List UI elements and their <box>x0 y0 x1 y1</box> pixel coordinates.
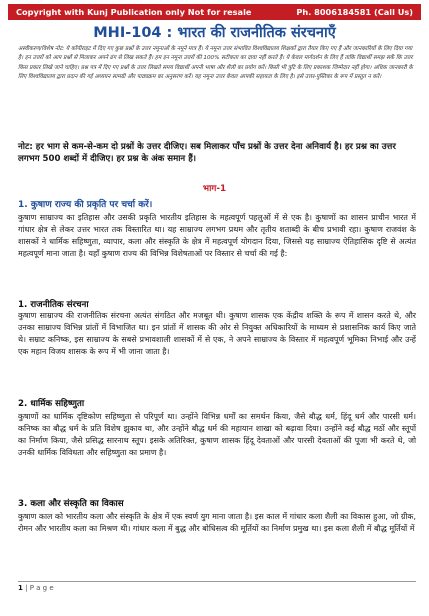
section-heading-religious: 2. धार्मिक सहिष्णुता <box>18 399 85 409</box>
page-title: MHI-104 : भारत की राजनीतिक संरचनाएँ <box>93 25 336 41</box>
section-text-political: कुषाण साम्राज्य की राजनीतिक संरचना अत्यंत संगठित और मजबूत थी। कुषाण शासक एक केंद्रीय शक्ति के रूप में शासन करते थे, और उनका साम्राज्य विभिन्न प्रांतों में विभाजित था। इन प्रांतों में शासक की ओर से नियुक्त अधिकारियों के माध्यम से प्रशासनिक कार्य किए जाते थे। सम्राट कनिष्क, इस साम्राज्य के सबसे प्रभावशाली शासकों में से एक, ने अपने साम्राज्य के विस्तार में महत्वपूर्ण भूमिका निभाई और उन्हें एक महान विजय शासक के रूप में भी जाना जाता है। <box>18 311 416 357</box>
section-heading-art: 3. कला और संस्कृति का विकास <box>18 499 124 509</box>
copyright-text: Copyright with Kunj Publication only Not for resale <box>16 7 252 17</box>
disclaimer-text: अस्वीकरण/विशेष नोट: ये कॉपीराइट में दिए गए कुछ प्रश्नों के उत्तर नमूनाओं के नमूने मात्र हैं। ये नमूना उत्तर संभावित विश्वविद्यालय शिक्षकों द्वारा तैयार किए गए हैं और जानकारियों के लिए दिया गया है। इन उत्तरों को आप प्रश्नों से मिलाकर अपने ढंग से लिख सकते हैं। हम इन नमूना उत्तरों की 100% सटीकता का दावा नहीं करते हैं। ये केवल मार्गदर्शन के लिए हैं ताकि विद्यार्थी समझ सकें कि उत्तर किस प्रकार लिखे जाने चाहिए। प्रश्न पत्र में दिए गए प्रश्नों के उत्तर लिखते समय विद्यार्थी अपनी भाषा और शैली का प्रयोग करें। किसी भी त्रुटि के लिए प्रकाशक जिम्मेदार नहीं होगा। अधिक जानकारी के लिए विश्वविद्यालय द्वारा प्रदान की गई अध्ययन सामग्री और पाठ्यक्रम का अनुसरण करें। यह नमूना उत्तर केवल आपकी सहायता के लिए है। इसे उत्तर-पुस्तिका के रूप में प्रस्तुत न करें। <box>18 46 413 80</box>
copyright-banner <box>8 4 421 20</box>
section-text-religious: कुषाणों का धार्मिक दृष्टिकोण सहिष्णुता से परिपूर्ण था। उन्होंने विभिन्न धर्मों का समर्थन किया, जैसे बौद्ध धर्म, हिंदू धर्म और पारसी धर्म। कनिष्क का बौद्ध धर्म के प्रति विशेष झुकाव था, और उन्होंने बौद्ध धर्म की महायान शाखा को बढ़ावा दिया। उन्होंने कई बौद्ध मठों और स्तूपों का निर्माण किया, जैसे प्रसिद्ध सारनाथ स्तूप। इसके अतिरिक्त, कुषाण शासक हिंदू देवताओं और पारसी देवताओं की पूजा भी करते थे, जो उनकी धार्मिक विविधता और सहिष्णुता का प्रमाण है। <box>18 412 416 458</box>
page-footer: 1 | P a g e <box>18 584 54 592</box>
exam-instructions-note: नोट: हर भाग से कम-से-कम दो प्रश्नों के उत्तर दीजिए। सब मिलाकर पाँच प्रश्नों के उत्तर देना अनिवार्य है। हर प्रश्न का उत्तर लगभग 500 शब्दों में दीजिए। हर प्रश्न के अंक समान हैं। <box>18 142 396 165</box>
section-heading-political: 1. राजनीतिक संरचना <box>18 300 89 310</box>
intro-paragraph: कुषाण साम्राज्य का इतिहास और उसकी प्रकृति भारतीय इतिहास के महत्वपूर्ण पहलुओं में से एक है। कुषाणों का शासन प्राचीन भारत में गांधार क्षेत्र से लेकर उत्तर भारत तक विस्तारित था। यह साम्राज्य लगभग प्रथम और तृतीय शताब्दी के बीच प्रभावी रहा। कुषाण राजवंश के शासकों ने धार्मिक सहिष्णुता, व्यापार, कला और संस्कृति के क्षेत्र में महत्वपूर्ण योगदान दिया, जिससे यह साम्राज्य ऐतिहासिक दृष्टि से अत्यंत महत्वपूर्ण माना जाता है। यहाँ कुषाण राज्य की विभिन्न विशेषताओं पर विस्तार से चर्चा की गई है: <box>18 213 416 259</box>
page-number: 1 <box>18 584 23 592</box>
phone-contact: Ph. 8006184581 (Call Us) <box>296 7 413 17</box>
page-label: P a g e <box>29 584 54 592</box>
question-heading: 1. कुषाण राज्य की प्रकृति पर चर्चा करें। <box>18 200 153 210</box>
footer-divider <box>18 581 416 582</box>
part-label: भाग-1 <box>202 184 227 194</box>
section-text-art: कुषाण काल को भारतीय कला और संस्कृति के क्षेत्र में एक स्वर्ण युग माना जाता है। इस काल में गांधार कला शैली का विकास हुआ, जो ग्रीक, रोमन और भारतीय कला का मिश्रण थी। गांधार कला में बुद्ध और बोधिसत्व की मूर्तियों का निर्माण प्रमुख था। इस कला शैली में बौद्ध मूर्तियों में <box>18 512 416 534</box>
